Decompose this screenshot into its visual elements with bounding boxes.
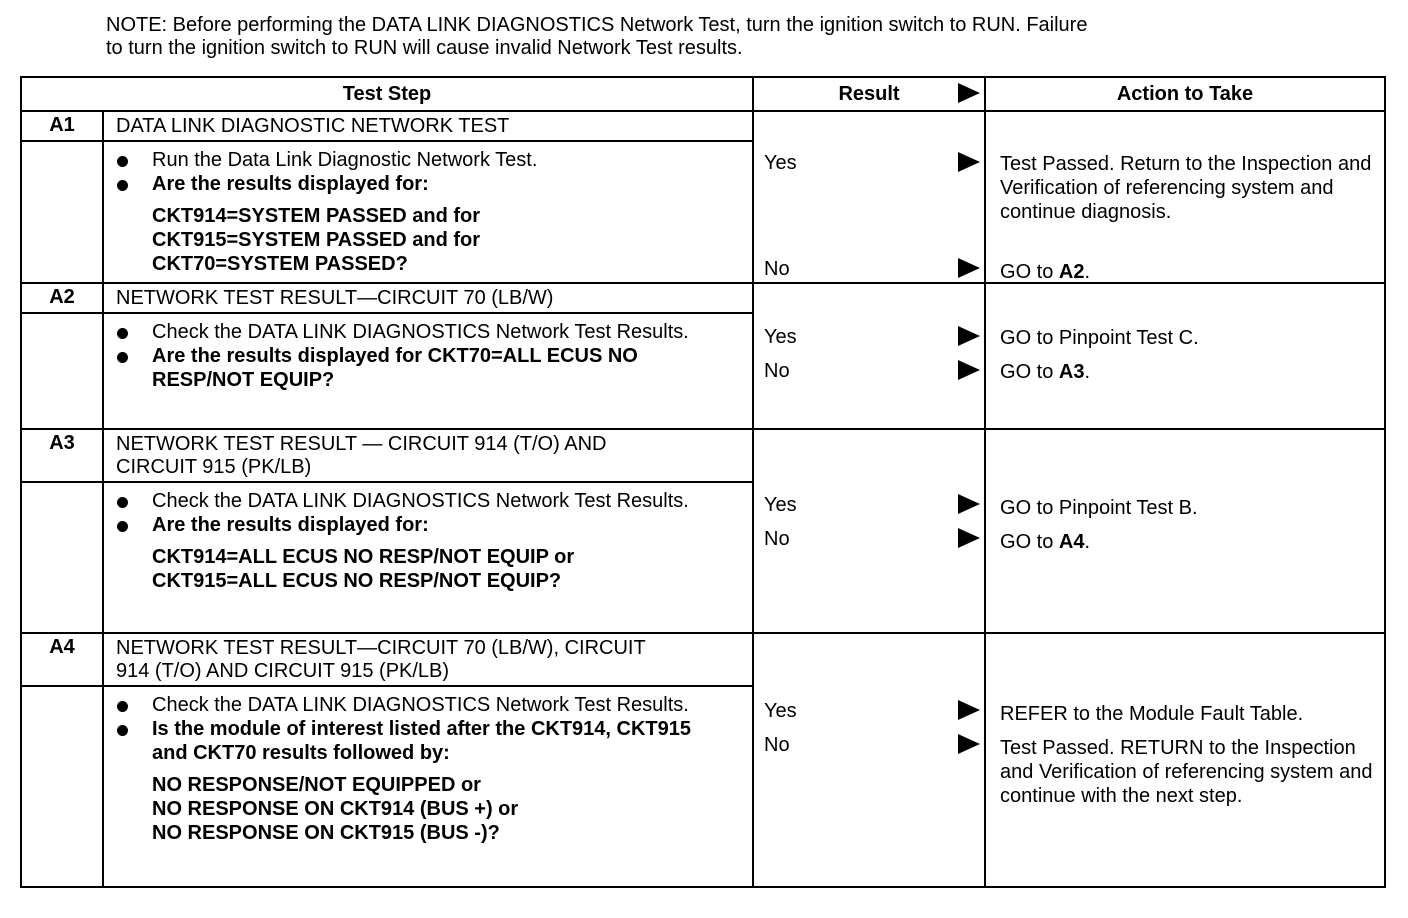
bullet-question: Is the module of interest listed after the CKT914, CKT915 and CKT70 results followed by: <box>110 717 732 765</box>
condition-list <box>110 545 752 593</box>
note-text <box>106 14 1306 60</box>
condition-list <box>110 773 752 845</box>
condition-item: CKT915=ALL ECUS NO RESP/NOT EQUIP? <box>152 570 562 592</box>
arrow-right-icon <box>958 734 980 754</box>
arrow-right-icon <box>958 326 980 346</box>
result-no <box>764 258 980 284</box>
arrow-right-icon <box>958 700 980 720</box>
action-yes: GO to Pinpoint Test B. <box>1000 497 1198 519</box>
condition-item: NO RESPONSE ON CKT915 (BUS -)? <box>152 822 500 844</box>
step-body <box>20 685 752 849</box>
action-cell <box>985 283 1385 429</box>
condition-item: NO RESPONSE/NOT EQUIPPED or <box>152 774 481 796</box>
condition-item: CKT914=SYSTEM PASSED and for <box>152 205 481 227</box>
arrow-right-icon <box>958 83 980 103</box>
action-cell <box>985 111 1385 283</box>
step-body <box>20 312 752 396</box>
no-label: No <box>764 258 790 280</box>
result-yes <box>764 494 980 520</box>
header-result-label: Result <box>838 82 900 105</box>
condition-item: CKT915=SYSTEM PASSED and for <box>152 229 481 251</box>
condition-item: NO RESPONSE ON CKT914 (BUS +) or <box>152 798 519 820</box>
note-line-2: to turn the ignition switch to RUN will cause invalid Network Test results. <box>106 37 743 59</box>
arrow-right-icon <box>958 360 980 380</box>
condition-item: CKT914=ALL ECUS NO RESP/NOT EQUIP or <box>152 546 575 568</box>
step-content <box>103 283 753 429</box>
bullet-question: Are the results displayed for CKT70=ALL ECUS NO RESP/NOT EQUIP? <box>110 344 712 392</box>
action-no: Test Passed. RETURN to the Inspection and Verification of referencing system and continue with the next step. <box>1000 737 1373 807</box>
arrow-right-icon <box>958 528 980 548</box>
step-title: DATA LINK DIAGNOSTIC NETWORK TEST <box>116 115 510 137</box>
bullet-item: Check the DATA LINK DIAGNOSTICS Network Test Results. <box>110 320 712 344</box>
action-no: GO to A4. <box>1000 531 1091 553</box>
action-yes: Test Passed. Return to the Inspection and Verification of referencing system and continue diagnosis. <box>1000 153 1372 223</box>
result-no <box>764 528 980 554</box>
arrow-right-icon <box>958 152 980 172</box>
result-no <box>764 360 980 386</box>
step-ref-link: A3 <box>1058 361 1085 383</box>
action-cell <box>985 429 1385 633</box>
step-id: A2 <box>21 283 103 429</box>
arrow-right-icon <box>958 258 980 278</box>
step-title: NETWORK TEST RESULT—CIRCUIT 70 (LB/W) <box>116 287 554 309</box>
no-label: No <box>764 734 790 756</box>
step-content <box>103 429 753 633</box>
step-body <box>20 481 752 597</box>
action-no: GO to A2. <box>1000 261 1091 283</box>
action-no: GO to A3. <box>1000 361 1091 383</box>
bullet-item: Run the Data Link Diagnostic Network Test. <box>110 148 752 172</box>
table-row <box>21 633 1385 887</box>
header-result <box>753 77 985 111</box>
result-yes <box>764 700 980 726</box>
step-ref-link: A4 <box>1058 531 1085 553</box>
bullet-question: Are the results displayed for: <box>110 172 752 196</box>
yes-label: Yes <box>764 152 797 174</box>
result-cell <box>753 429 985 633</box>
no-label: No <box>764 360 790 382</box>
table-row <box>21 429 1385 633</box>
yes-label: Yes <box>764 326 797 348</box>
step-content <box>103 633 753 887</box>
table-row <box>21 111 1385 283</box>
header-test-step: Test Step <box>21 77 753 111</box>
yes-label: Yes <box>764 700 797 722</box>
action-yes: REFER to the Module Fault Table. <box>1000 703 1304 725</box>
table-row <box>21 283 1385 429</box>
step-id: A3 <box>21 429 103 633</box>
result-yes <box>764 326 980 352</box>
step-title: NETWORK TEST RESULT — CIRCUIT 914 (T/O) AND CIRCUIT 915 (PK/LB) <box>116 433 607 478</box>
bullet-question: Are the results displayed for: <box>110 513 752 537</box>
result-no <box>764 734 980 760</box>
step-body <box>20 140 752 280</box>
yes-label: Yes <box>764 494 797 516</box>
step-ref-link: A2 <box>1058 261 1085 283</box>
action-cell <box>985 633 1385 887</box>
step-id: A1 <box>21 111 103 283</box>
step-title: NETWORK TEST RESULT—CIRCUIT 70 (LB/W), CIRCUIT 914 (T/O) AND CIRCUIT 915 (PK/LB) <box>116 637 646 682</box>
condition-list <box>110 204 752 276</box>
note-line-1: NOTE: Before performing the DATA LINK DIAGNOSTICS Network Test, turn the ignition switch to RUN. Failure <box>106 14 1088 36</box>
step-id: A4 <box>21 633 103 887</box>
step-content <box>103 111 753 283</box>
condition-item: CKT70=SYSTEM PASSED? <box>152 253 408 275</box>
no-label: No <box>764 528 790 550</box>
action-yes: GO to Pinpoint Test C. <box>1000 327 1199 349</box>
bullet-item: Check the DATA LINK DIAGNOSTICS Network Test Results. <box>110 489 712 513</box>
result-yes <box>764 152 980 178</box>
bullet-item: Check the DATA LINK DIAGNOSTICS Network Test Results. <box>110 693 712 717</box>
test-table <box>20 76 1386 888</box>
result-cell <box>753 633 985 887</box>
result-cell <box>753 283 985 429</box>
arrow-right-icon <box>958 494 980 514</box>
header-action: Action to Take <box>985 77 1385 111</box>
result-cell <box>753 111 985 283</box>
